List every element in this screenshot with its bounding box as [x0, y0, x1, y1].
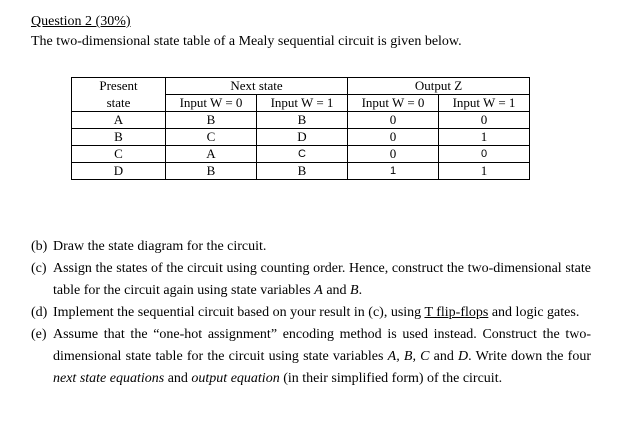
part-e-emph: output equation [191, 371, 280, 386]
question-parts [31, 236, 591, 390]
part-c-text: . [358, 283, 363, 298]
table-row [72, 129, 530, 146]
output-header: Output Z [414, 78, 463, 93]
cell-z1: 0 [439, 112, 530, 129]
cell-present: B [72, 129, 166, 146]
part-e-text: (in their simplified form) of the circuit. [279, 371, 503, 386]
cell-present: D [72, 163, 166, 180]
table-row [72, 163, 530, 180]
subheader-out-w1: Input W = 1 [439, 95, 530, 112]
part-e-text: . Write down the four [468, 349, 591, 364]
cell-z0: 0 [348, 129, 439, 146]
part-e-text: and [429, 349, 459, 364]
state-header: state [72, 95, 166, 112]
subheader-ns-w1: Input W = 1 [257, 95, 348, 112]
part-e-text: Assume that the “one-hot assignment” encoding method is used instead. Construct the two-dimensional state table for the circuit using state variables [53, 327, 591, 364]
part-c-text: and [322, 283, 351, 298]
part-e-text: and [164, 371, 192, 386]
cell-z0: 0 [348, 146, 439, 163]
cell-ns0: B [166, 163, 257, 180]
part-c [31, 258, 591, 302]
part-c-var-a: A [314, 283, 323, 298]
cell-ns0: C [166, 129, 257, 146]
cell-ns1: B [257, 112, 348, 129]
cell-ns0: A [166, 146, 257, 163]
question-title: Question 2 (30%) [31, 14, 131, 29]
part-e-var-d: D [458, 349, 469, 364]
t-flip-flops-text: T flip-flops [424, 305, 489, 320]
part-e-emph: next state equations [53, 371, 165, 386]
cell-present: C [72, 146, 166, 163]
part-d-text: and logic gates. [488, 305, 580, 320]
part-b-text: Draw the state diagram for the circuit. [53, 239, 267, 254]
cell-ns0: B [166, 112, 257, 129]
cell-ns1: D [257, 129, 348, 146]
cell-z1: 1 [439, 129, 530, 146]
cell-z1: 1 [439, 163, 530, 180]
part-e-label: (e) [31, 327, 47, 342]
part-b [31, 236, 591, 258]
header-row-2 [72, 95, 530, 112]
table-row [72, 112, 530, 129]
subheader-out-w0: Input W = 0 [348, 95, 439, 112]
part-d-text: Implement the sequential circuit based on your result in (c), using [53, 305, 425, 320]
part-c-label: (c) [31, 261, 47, 276]
cell-present: A [72, 112, 166, 129]
cell-ns1: C [257, 146, 348, 163]
part-d-label: (d) [31, 305, 48, 320]
cell-z0: 0 [348, 112, 439, 129]
part-c-var-b: B [350, 283, 359, 298]
part-e [31, 324, 591, 390]
cell-ns1: B [257, 163, 348, 180]
header-row-1 [72, 78, 530, 95]
table-row [72, 146, 530, 163]
cell-z1: 0 [439, 146, 530, 163]
cell-z0: 1 [348, 163, 439, 180]
part-e-vars: A, B, C [387, 349, 430, 364]
question-intro: The two-dimensional state table of a Mealy sequential circuit is given below. [31, 34, 462, 49]
part-d [31, 302, 591, 324]
part-b-label: (b) [31, 239, 48, 254]
part-c-text: Assign the states of the circuit using counting order. Hence, construct the two-dimensional state table for the circuit again using state variables [53, 261, 591, 298]
state-table [71, 77, 530, 180]
subheader-ns-w0: Input W = 0 [166, 95, 257, 112]
present-header: Present [72, 78, 166, 95]
next-state-header: Next state [166, 78, 348, 95]
